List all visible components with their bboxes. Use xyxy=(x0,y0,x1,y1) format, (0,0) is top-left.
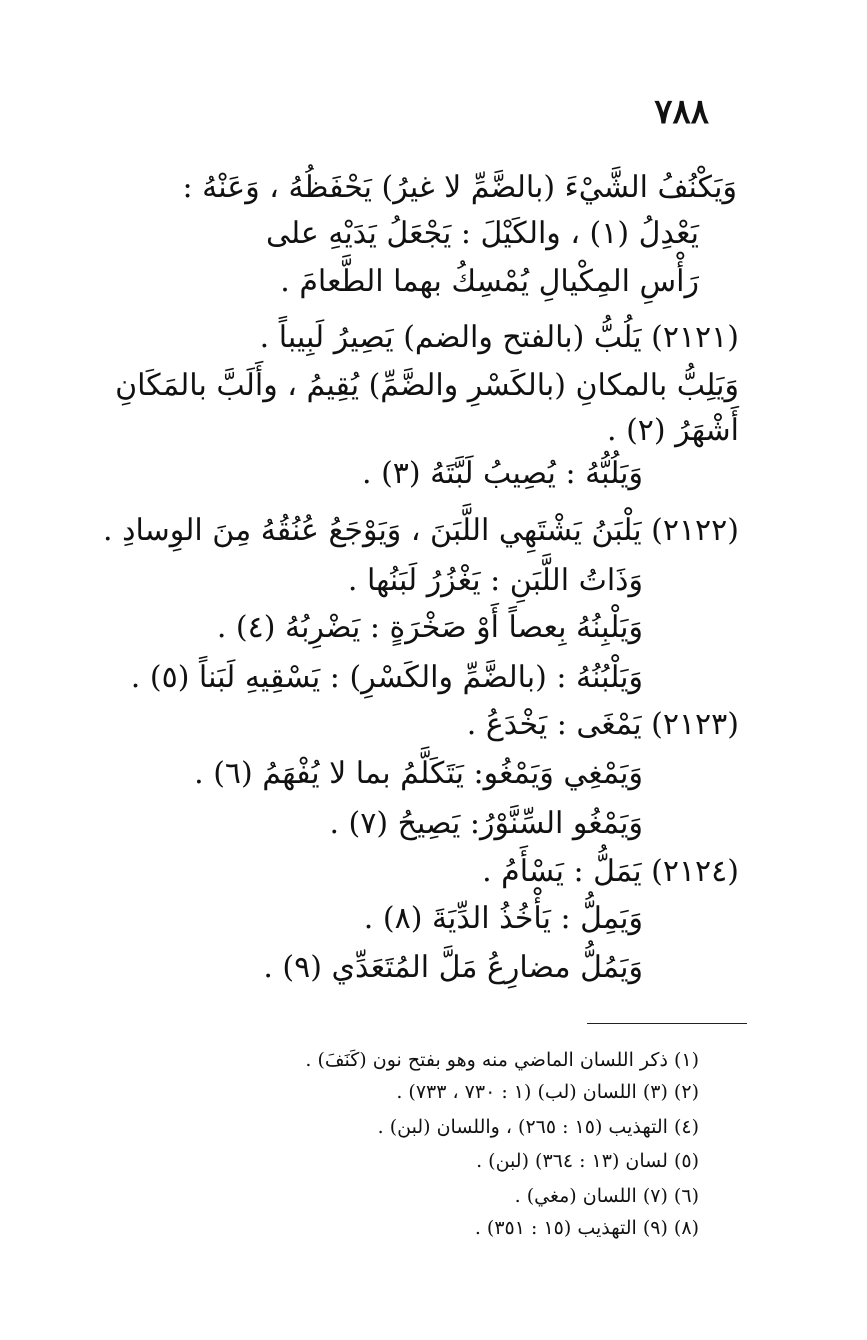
text-line: وَيَكْنُفُ الشَّيْءَ (بالضَّمِّ لا غيرُ) يَحْفَظُهُ ، وَعَنْهُ : xyxy=(182,170,737,205)
text-line: أَشْهَرُ (٢) . xyxy=(607,413,739,448)
text-line: يَعْدِلُ (١) ، والكَيْلَ : يَجْعَلُ يَدَيْهِ على xyxy=(265,216,699,251)
text-line: وَيَلْبِنُهُ بِعصاً أَوْ صَخْرَةٍ : يَضْرِبُهُ (٤) . xyxy=(216,610,643,645)
text-line: وَيَلُبُّهُ : يُصِيبُ لَبَّتَهُ (٣) . xyxy=(362,456,643,491)
text-line: وَيَمُلُّ مضارِعُ مَلَّ المُتَعَدِّي (٩) . xyxy=(263,950,643,985)
text-line: رَأْسِ المِكْيالِ يُمْسِكُ بهما الطَّعامَ . xyxy=(280,264,699,299)
footnote: (٨) (٩) التهذيب (١٥ : ٣٥١) . xyxy=(474,1217,699,1239)
footnote: (١) ذكر اللسان الماضي منه وهو بفتح نون (كَنَفَ) . xyxy=(305,1049,699,1071)
footnote-divider xyxy=(587,1023,747,1024)
footnote: (٢) (٣) اللسان (لب) (١ : ٧٣٠ ، ٧٣٣) . xyxy=(396,1081,699,1103)
text-line: وَيَلْبُنُهُ : (بالضَّمِّ والكَسْرِ) : يَسْقِيهِ لَبَناً (٥) . xyxy=(130,660,643,695)
page-number: ٧٨٨ xyxy=(654,92,709,132)
footnote: (٦) (٧) اللسان (مغي) . xyxy=(514,1185,699,1207)
text-line: وَيَلِبُّ بالمكانِ (بالكَسْرِ والضَّمِّ) يُقِيمُ ، وأَلَبَّ بالمَكَانِ xyxy=(115,368,739,403)
text-line: وَيَمْغُو السِّنَّوْرُ: يَصِيحُ (٧) . xyxy=(329,806,643,841)
text-line: (٢١٢٢) يَلْبَنُ يَشْتَهِي اللَّبَنَ ، وَيَوْجَعُ عُنُقُهُ مِنَ الوِسادِ . xyxy=(103,513,739,548)
text-line: (٢١٢٣) يَمْغَى : يَخْدَعُ . xyxy=(466,707,739,742)
text-line: وَيَمْغِي وَيَمْغُو: يَتَكَلَّمُ بما لا يُفْهَمُ (٦) . xyxy=(194,756,643,791)
text-line: (٢١٢٤) يَمَلُّ : يَسْأَمُ . xyxy=(482,854,739,889)
text-line: وَيَمِلُّ : يَأْخُذُ الدِّيَةَ (٨) . xyxy=(363,901,643,936)
footnote: (٤) التهذيب (١٥ : ٢٦٥) ، واللسان (لبن) . xyxy=(377,1116,699,1138)
footnote: (٥) لسان (١٣ : ٣٦٤) (لبن) . xyxy=(476,1150,699,1172)
text-line: (٢١٢١) يَلُبُّ (بالفتح والضم) يَصِيرُ لَبِيباً . xyxy=(259,320,739,355)
text-line: وَذَاتُ اللَّبَنِ : يَغْزُرُ لَبَنُها . xyxy=(347,563,643,598)
